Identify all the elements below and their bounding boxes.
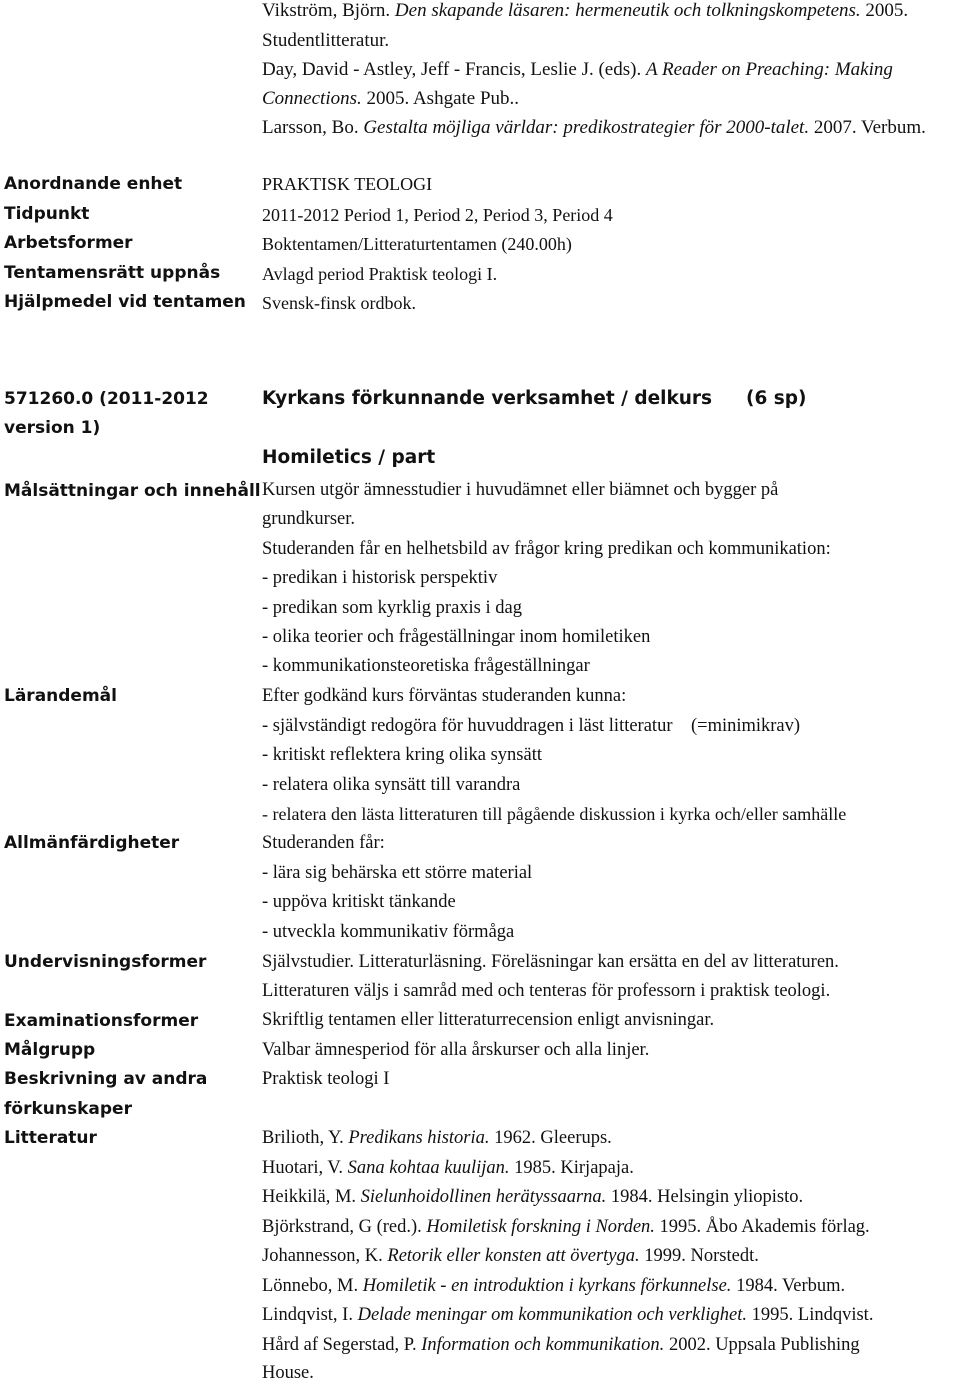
larandemal-line: - relatera olika synsätt till varandra bbox=[262, 775, 521, 795]
prev-ref-2-cont bbox=[262, 88, 519, 110]
meta-value-arbetsformer: Boktentamen/Litteraturtentamen (240.00h) bbox=[262, 234, 572, 254]
undervisning-line: Självstudier. Litteraturläsning. Föreläsningar kan ersätta en del av litteraturen. bbox=[262, 952, 839, 972]
literature-item bbox=[262, 1276, 845, 1297]
course-credits: (6 sp) bbox=[746, 388, 807, 409]
larandemal-line: - relatera den lästa litteraturen till pågående diskussion i kyrka och/eller samhälle bbox=[262, 804, 847, 824]
literature-item bbox=[262, 1335, 860, 1356]
course-title-en: Homiletics / part bbox=[262, 447, 436, 468]
allman-line: - uppöva kritiskt tänkande bbox=[262, 892, 456, 912]
undervisning-line: Litteraturen väljs i samråd med och tenteras för professorn i praktisk teologi. bbox=[262, 981, 831, 1001]
course-code: 571260.0 (2011-2012 bbox=[4, 389, 209, 409]
ref-rest: 2005. bbox=[860, 0, 909, 21]
lit-rest: 2002. Uppsala Publishing bbox=[664, 1335, 860, 1355]
ref-title: Gestalta möjliga världar: predikostrategier för 2000-talet. bbox=[363, 117, 810, 138]
section-label-malsattningar: Målsättningar och innehåll bbox=[4, 481, 261, 501]
literature-item bbox=[262, 1246, 759, 1267]
meta-label-tentamensratt: Tentamensrätt uppnås bbox=[4, 263, 221, 283]
larandemal-line: - självständigt redogöra för huvuddragen i läst litteratur (=minimikrav) bbox=[262, 716, 801, 736]
meta-value-tentamensratt: Avlagd period Praktisk teologi I. bbox=[262, 264, 498, 284]
prev-ref-2 bbox=[262, 59, 893, 81]
lit-rest: 1995. Lindqvist. bbox=[747, 1305, 874, 1325]
lit-title: Sielunhoidollinen herätyssaarna. bbox=[360, 1187, 607, 1207]
ref-author: Studentlitteratur. bbox=[262, 30, 390, 51]
course-version: version 1) bbox=[4, 418, 101, 438]
lit-author: Björkstrand, G (red.). bbox=[262, 1217, 427, 1237]
malsattningar-line: - olika teorier och frågeställningar inom homiletiken bbox=[262, 627, 651, 647]
lit-author: House. bbox=[262, 1363, 314, 1383]
literature-item bbox=[262, 1187, 803, 1208]
malsattningar-line: - predikan som kyrklig praxis i dag bbox=[262, 598, 522, 618]
ref-rest: 2007. Verbum. bbox=[809, 117, 926, 138]
prev-ref-1-cont bbox=[262, 30, 389, 52]
course-title: Kyrkans förkunnande verksamhet / delkurs bbox=[262, 388, 713, 409]
examination-value: Skriftlig tentamen eller litteraturrecension enligt anvisningar. bbox=[262, 1010, 715, 1030]
literature-item bbox=[262, 1158, 634, 1179]
lit-rest: 1999. Norstedt. bbox=[639, 1246, 759, 1266]
malsattningar-line: - kommunikationsteoretiska frågeställningar bbox=[262, 656, 590, 676]
section-label-malgrupp: Målgrupp bbox=[4, 1040, 96, 1060]
ref-author: Vikström, Björn. bbox=[262, 0, 395, 21]
section-label-beskrivning: Beskrivning av andra bbox=[4, 1069, 208, 1089]
ref-title: Den skapande läsaren: hermeneutik och tolkningskompetens. bbox=[394, 0, 861, 21]
prev-ref-1 bbox=[262, 0, 908, 22]
allman-line: Studeranden får: bbox=[262, 833, 385, 853]
ref-rest: 2005. Ashgate Pub.. bbox=[361, 88, 520, 109]
lit-title: Sana kohtaa kuulijan. bbox=[347, 1158, 510, 1178]
prev-ref-3 bbox=[262, 117, 926, 139]
literature-item-cont bbox=[262, 1363, 314, 1384]
literature-item bbox=[262, 1217, 870, 1238]
section-label-undervisning: Undervisningsformer bbox=[4, 952, 207, 972]
beskrivning-value: Praktisk teologi I bbox=[262, 1069, 390, 1089]
section-label-examination: Examinationsformer bbox=[4, 1011, 199, 1031]
lit-title: Homiletik - en introduktion i kyrkans förkunnelse. bbox=[362, 1276, 732, 1296]
malsattningar-line: - predikan i historisk perspektiv bbox=[262, 568, 498, 588]
larandemal-line: Efter godkänd kurs förväntas studeranden kunna: bbox=[262, 686, 627, 706]
malsattningar-line: Kursen utgör ämnesstudier i huvudämnet eller biämnet och bygger på bbox=[262, 480, 779, 500]
lit-title: Delade meningar om kommunikation och verklighet. bbox=[357, 1305, 748, 1325]
ref-title: A Reader on Preaching: Making bbox=[645, 59, 893, 80]
lit-title: Information och kommunikation. bbox=[421, 1335, 665, 1355]
malgrupp-value: Valbar ämnesperiod för alla årskurser och alla linjer. bbox=[262, 1040, 650, 1060]
meta-value-tidpunkt: 2011-2012 Period 1, Period 2, Period 3, Period 4 bbox=[262, 205, 613, 225]
lit-title: Retorik eller konsten att övertyga. bbox=[387, 1246, 640, 1266]
literature-item bbox=[262, 1128, 612, 1149]
section-label-litteratur: Litteratur bbox=[4, 1128, 97, 1148]
lit-rest: 1995. Åbo Akademis förlag. bbox=[654, 1217, 870, 1237]
lit-rest: 1984. Helsingin yliopisto. bbox=[606, 1187, 804, 1207]
lit-author: Johannesson, K. bbox=[262, 1246, 388, 1266]
malsattningar-line: grundkurser. bbox=[262, 509, 355, 529]
lit-author: Huotari, V. bbox=[262, 1158, 348, 1178]
lit-rest: 1985. Kirjapaja. bbox=[509, 1158, 634, 1178]
larandemal-line: - kritiskt reflektera kring olika synsätt bbox=[262, 745, 542, 765]
ref-author: Larsson, Bo. bbox=[262, 117, 364, 138]
ref-author: Day, David - Astley, Jeff - Francis, Leslie J. (eds). bbox=[262, 59, 646, 80]
ref-title: Connections. bbox=[262, 88, 362, 109]
section-label-beskrivning-cont: förkunskaper bbox=[4, 1099, 132, 1119]
meta-label-hjalpmedel: Hjälpmedel vid tentamen bbox=[4, 292, 246, 312]
lit-author: Heikkilä, M. bbox=[262, 1187, 361, 1207]
allman-line: - lära sig behärska ett större material bbox=[262, 863, 533, 883]
lit-title: Homiletisk forskning i Norden. bbox=[426, 1217, 655, 1237]
lit-author: Lönnebo, M. bbox=[262, 1276, 363, 1296]
section-label-allman: Allmänfärdigheter bbox=[4, 833, 180, 853]
meta-value-anordnande: PRAKTISK TEOLOGI bbox=[262, 174, 433, 194]
meta-label-tidpunkt: Tidpunkt bbox=[4, 204, 90, 224]
lit-author: Hård af Segerstad, P. bbox=[262, 1335, 422, 1355]
section-label-larandemal: Lärandemål bbox=[4, 686, 117, 706]
meta-label-anordnande: Anordnande enhet bbox=[4, 174, 183, 194]
literature-item bbox=[262, 1305, 873, 1326]
lit-title: Predikans historia. bbox=[348, 1128, 490, 1148]
meta-value-hjalpmedel: Svensk-finsk ordbok. bbox=[262, 293, 416, 313]
lit-rest: 1984. Verbum. bbox=[731, 1276, 846, 1296]
malsattningar-line: Studeranden får en helhetsbild av frågor kring predikan och kommunikation: bbox=[262, 539, 831, 559]
meta-label-arbetsformer: Arbetsformer bbox=[4, 233, 133, 253]
allman-line: - utveckla kommunikativ förmåga bbox=[262, 922, 515, 942]
lit-author: Lindqvist, I. bbox=[262, 1305, 358, 1325]
lit-rest: 1962. Gleerups. bbox=[489, 1128, 612, 1148]
lit-author: Brilioth, Y. bbox=[262, 1128, 349, 1148]
